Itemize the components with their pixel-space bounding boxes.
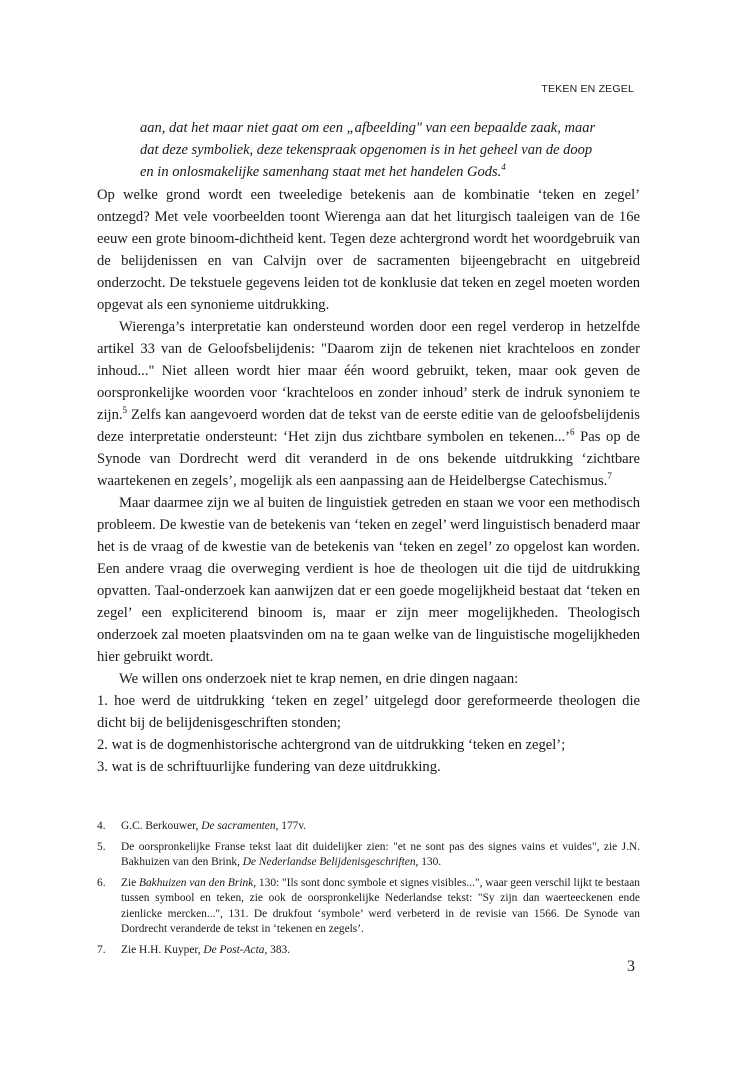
quote-line-text: en in onlosmakelijke samenhang staat met het handelen Gods. bbox=[140, 164, 502, 180]
footnote-number: 7. bbox=[97, 943, 106, 956]
quote-line bbox=[140, 161, 640, 183]
footnote-number: 5. bbox=[97, 840, 106, 853]
footnote-title: De Nederlandse Belijdenisgeschriften bbox=[242, 856, 416, 868]
footnote-5 bbox=[97, 840, 640, 871]
paragraph-1: Op welke grond wordt een tweeledige betekenis aan de kombinatie ‘teken en zegel’ ontzegd? Met vele voorbeelden toont Wierenga aan dat het liturgisch taaleigen van de 16e eeuw een grote binoom-dichtheid kent. Tegen deze achtergrond wordt het woordgebruik van de belijdenissen en van Calvijn over de sacramenten bijeengebracht en uitgebreid onderzocht. De tekstuele gegevens leiden tot de konklusie dat teken en zegel moeten worden opgevat als een synonieme uitdrukking. bbox=[97, 187, 640, 313]
body-text bbox=[97, 184, 640, 778]
footnote-4 bbox=[97, 819, 640, 835]
footnote-post: , 130: "Ils sont donc symbole et signes visibles...", waar geen verschil lijkt te bestaan tussen symbool en teken, zie ook de oorspronkelijke Nederlandse tekst: "Sy zijn dan waerteeckenen ende zienlicke mercken...", 131. De drukfout ‘symbole’ werd verbeterd in de revisie van 1566. De Synode van Dordrecht veranderde de tekst in ‘tekenen en zegels’. bbox=[121, 876, 640, 935]
list-item-1: 1. hoe werd de uitdrukking ‘teken en zegel’ uitgelegd door gereformeerde theologen die dicht bij de belijdenisgeschriften stonden; bbox=[97, 693, 640, 731]
paragraph-2-part-c: Pas op de Synode van Dordrecht werd dit veranderd in de ons bekende uitdrukking ‘zichtbare waartekenen en zegels’, mogelijk als een aanpassing aan de Heidelbergse Catechismus. bbox=[97, 429, 640, 489]
footnote-number: 6. bbox=[97, 876, 106, 889]
footnote-ref[interactable]: 4 bbox=[501, 162, 506, 173]
footnote-ref[interactable]: 7 bbox=[607, 471, 612, 482]
footnote-post: , 383. bbox=[264, 943, 291, 956]
paragraph-3: Maar daarmee zijn we al buiten de linguistiek getreden en staan we voor een methodisch probleem. De kwestie van de betekenis van ‘teken en zegel’ werd linguistisch benaderd maar het is de vraag of de kwestie van de betekenis van ‘teken en zegel’ zo opgelost kan worden. Een andere vraag die overweging verdient is hoe de theologen uit die tijd de uitdrukking opvatten. Taal-onderzoek kan aanwijzen dat er een goede mogelijkheid bestaat dat ‘teken en zegel’ een expliciterend binoom is, maar er zijn meer mogelijkheden. Theologisch onderzoek zal moeten plaatsvinden om na te gaan welke van de linguistische mogelijkheden hier gebruikt wordt. bbox=[97, 495, 640, 665]
footnote-text bbox=[121, 819, 640, 835]
footnote-number: 4. bbox=[97, 820, 106, 832]
paragraph-2 bbox=[97, 316, 640, 492]
footnote-pre: Zie bbox=[121, 876, 140, 889]
footnote-title: De sacramenten bbox=[201, 820, 276, 832]
footnote-text bbox=[121, 840, 640, 871]
footnote-ref[interactable]: 5 bbox=[122, 405, 128, 416]
footnote-post: , 177v. bbox=[275, 820, 307, 832]
footnote-post: , 130. bbox=[415, 856, 442, 868]
footnote-text bbox=[121, 943, 640, 959]
footnote-text bbox=[121, 876, 640, 938]
running-header: TEKEN EN ZEGEL bbox=[541, 83, 634, 95]
footnote-pre: De oorspronkelijke Franse tekst laat dit duidelijker zien: "et ne sont pas des signes vains et vuides", zie J.N. Bakhuizen van den Brink, bbox=[121, 840, 640, 868]
paragraph-2-part-b: Zelfs kan aangevoerd worden dat de tekst van de eerste editie van de geloofsbelijdenis deze interpretatie ondersteunt: ‘Het zijn dus zichtbare symbolen en tekenen...’ bbox=[97, 407, 640, 445]
quote-line: aan, dat het maar niet gaat om een „afbeelding" van een bepaalde zaak, maar bbox=[140, 120, 596, 136]
list-item-3: 3. wat is de schriftuurlijke fundering van deze uitdrukking. bbox=[97, 759, 441, 775]
footnote-ref[interactable]: 6 bbox=[570, 427, 575, 438]
footnote-pre: G.C. Berkouwer, bbox=[121, 820, 202, 832]
paragraph-4: We willen ons onderzoek niet te krap nemen, en drie dingen nagaan: bbox=[119, 671, 519, 687]
quote-line: dat deze symboliek, deze tekenspraak opgenomen is in het geheel van de doop bbox=[140, 142, 593, 158]
footnotes bbox=[97, 819, 640, 963]
footnote-6 bbox=[97, 876, 640, 938]
page-number: 3 bbox=[627, 958, 635, 975]
footnote-pre: Zie H.H. Kuyper, bbox=[121, 943, 204, 956]
list-item-2: 2. wat is de dogmenhistorische achtergrond van de uitdrukking ‘teken en zegel’; bbox=[97, 737, 566, 753]
footnote-title: Bakhuizen van den Brink bbox=[139, 876, 254, 889]
block-quote bbox=[140, 117, 640, 183]
footnote-7 bbox=[97, 943, 640, 959]
paragraph-2-part-a: Wierenga’s interpretatie kan ondersteund worden door een regel verderop in hetzelfde artikel 33 van de Geloofsbelijdenis: "Daarom zijn de tekenen niet krachteloos en zonder inhoud..." Niet alleen wordt hier maar één woord gebruikt, teken, maar ook geven de oorspronkelijke woorden voor ‘krachteloos en zonder inhoud’ sterk de indruk synoniem te zijn. bbox=[97, 319, 640, 423]
footnote-title: De Post-Acta bbox=[203, 943, 265, 956]
